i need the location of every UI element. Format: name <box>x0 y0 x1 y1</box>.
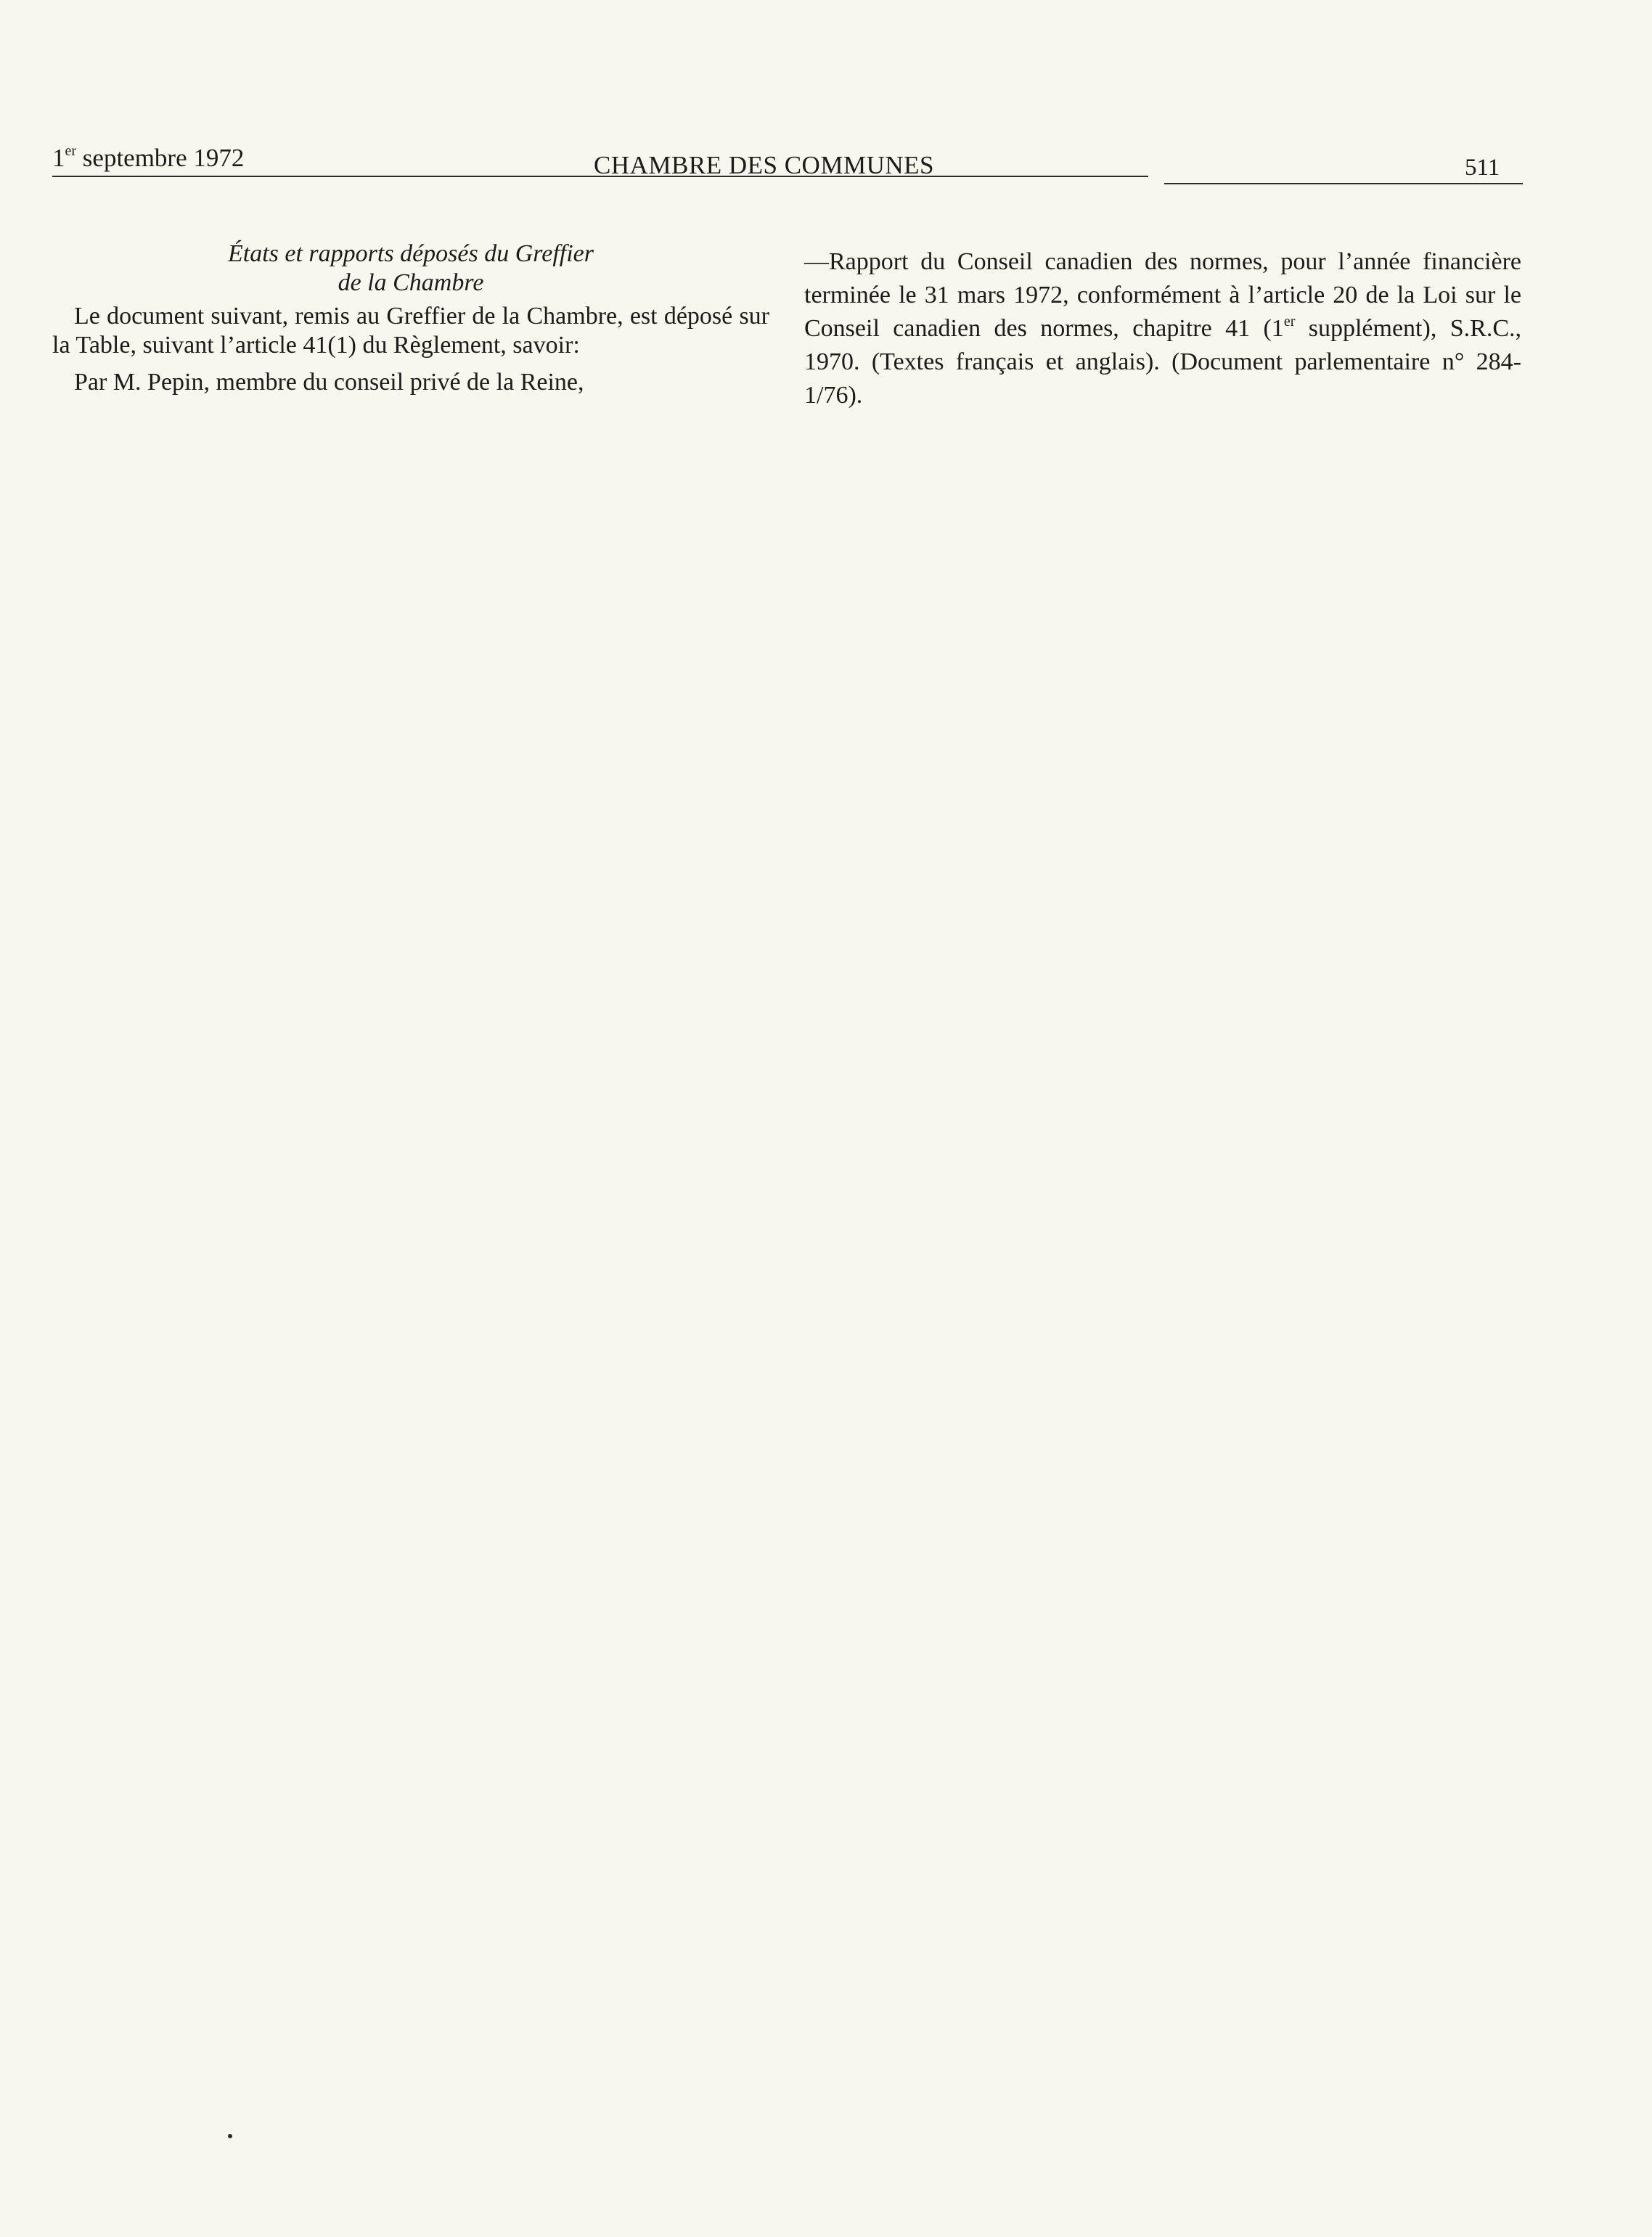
header-date-rest: septembre 1972 <box>76 144 245 172</box>
right-column <box>804 245 1521 412</box>
report-text-part2: supplément), S.R.C., 1970. (Textes français et anglais). (Document parlementaire n° 284-1/76). <box>804 315 1521 409</box>
header-page-number: 511 <box>1465 155 1500 181</box>
header-date <box>52 142 244 174</box>
report-text-superscript: er <box>1283 314 1296 330</box>
report-text-part1: —Rapport du Conseil canadien des normes, pour l’année financière terminée le 31 mars 1972, conformément à l’article 20 de la Loi sur le Conseil canadien des normes, chapitre 41 (1 <box>804 248 1521 342</box>
header-rule-right <box>1164 183 1523 184</box>
header-date-day: 1 <box>52 144 65 172</box>
header-date-superscript: er <box>65 143 77 159</box>
intro-paragraph: Le document suivant, remis au Greffier de la Chambre, est déposé sur la Table, suivant l’article 41(1) du Règlement, savoir: <box>52 303 769 359</box>
section-heading-line1: États et rapports déposés du Greffier <box>228 240 594 267</box>
tabling-paragraph: Par M. Pepin, membre du conseil privé de la Reine, <box>74 369 584 396</box>
left-column <box>52 240 769 398</box>
header-title: CHAMBRE DES COMMUNES <box>594 151 934 179</box>
section-heading-line2: de la Chambre <box>338 269 484 296</box>
paper-speck <box>228 2134 232 2138</box>
report-paragraph <box>804 245 1521 412</box>
header-rule-left <box>52 176 1148 177</box>
